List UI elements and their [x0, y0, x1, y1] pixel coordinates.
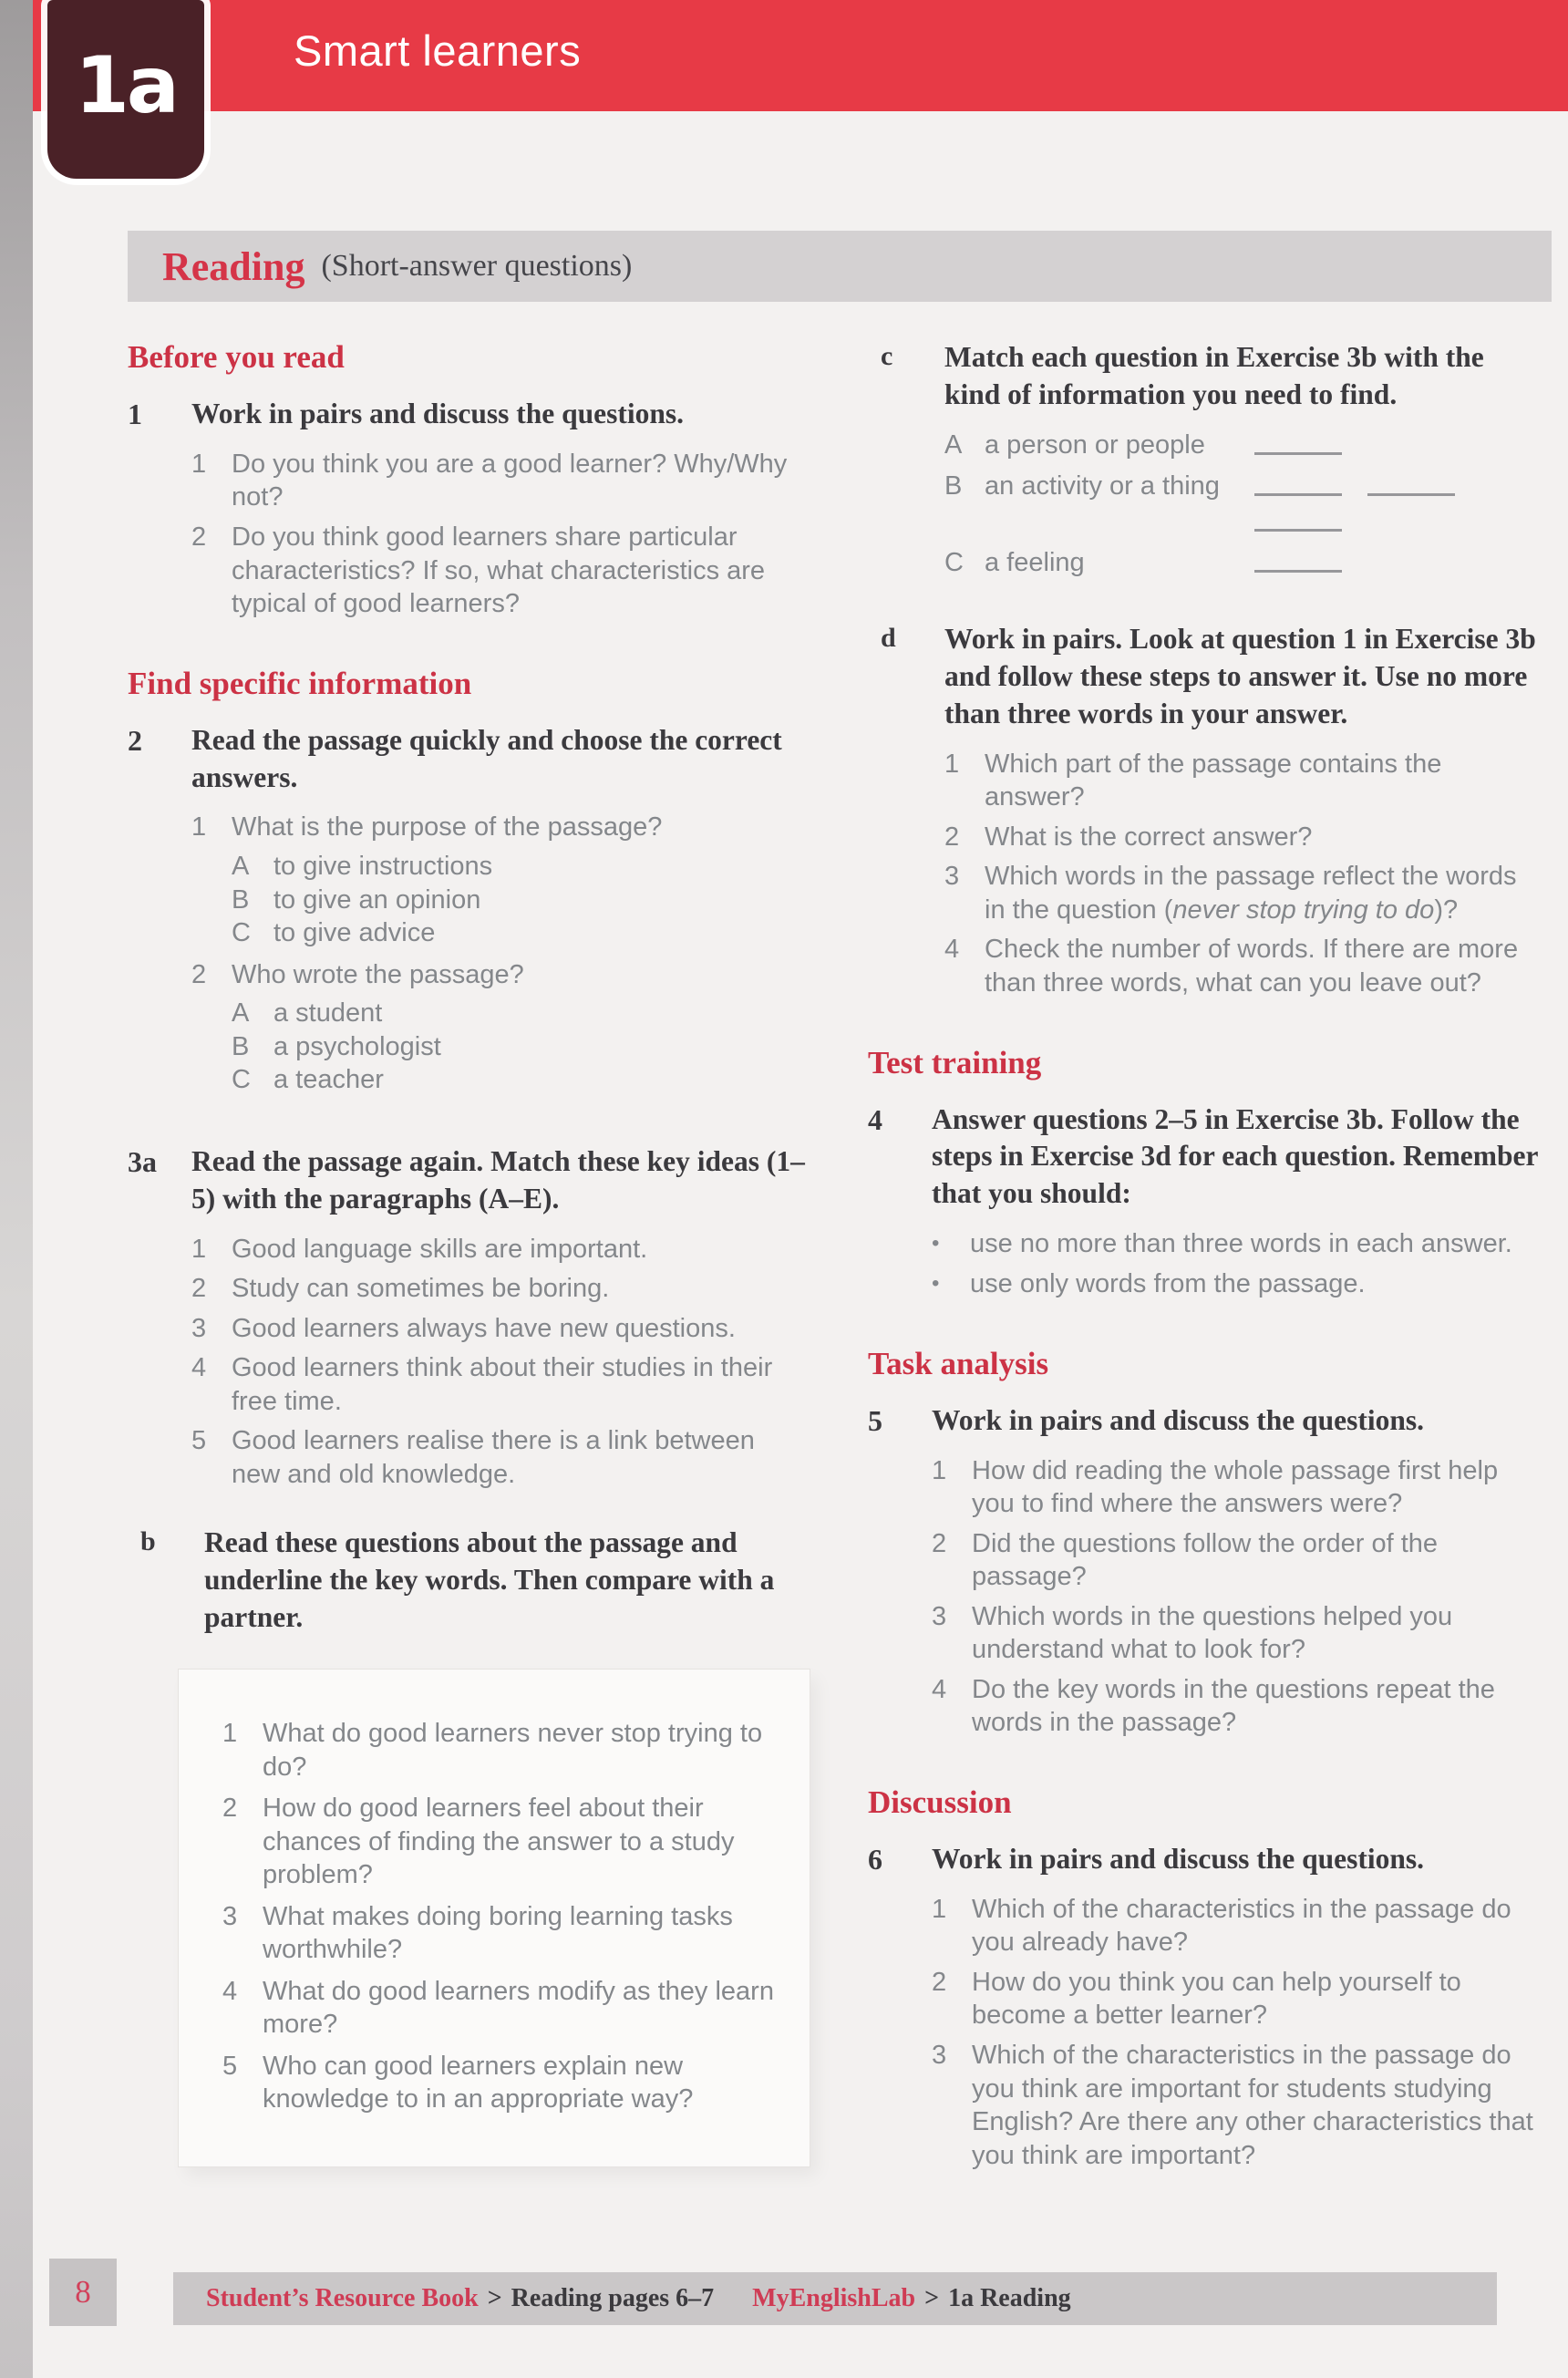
item-number: 2	[222, 1794, 238, 1824]
item-number: 4	[932, 1674, 947, 1704]
exercise-number: d	[881, 623, 896, 653]
exercise-instruction: Work in pairs. Look at question 1 in Exercise 3b and follow these steps to answer it. Use no more than three words in your answer.	[944, 623, 1536, 729]
question-text: What is the purpose of the passage?	[232, 812, 663, 843]
exercise-instruction: Work in pairs and discuss the questions.	[932, 1842, 1425, 1875]
exercise-3a	[128, 1143, 810, 1498]
right-column	[868, 339, 1542, 2217]
option-text: to give an opinion	[273, 884, 481, 915]
option-letter: A	[232, 998, 250, 1029]
resource-book-label: Student’s Resource Book	[206, 2284, 479, 2312]
item-number: 1	[932, 1455, 947, 1485]
list-item	[932, 1454, 1542, 1521]
list-item	[932, 1893, 1542, 1959]
box-question	[222, 1717, 779, 1784]
box-question	[222, 1792, 779, 1892]
bullet-item	[932, 1267, 1542, 1302]
answer-blank	[1254, 470, 1342, 496]
bullet-item	[932, 1227, 1542, 1262]
separator: >	[924, 2284, 940, 2312]
unit-title: Smart learners	[294, 26, 582, 75]
exercise-instruction: Work in pairs and discuss the questions.	[191, 398, 685, 429]
option-text: to give advice	[273, 918, 436, 948]
item-number: 1	[191, 1234, 207, 1264]
item-text: What do good learners never stop trying to do?	[263, 1719, 763, 1782]
row-letter: C	[944, 548, 964, 578]
bullet-icon: •	[932, 1271, 940, 1297]
option-item	[232, 1063, 810, 1097]
italic-phrase: never stop trying to do	[1172, 894, 1435, 925]
option-item	[232, 1030, 810, 1064]
step-item	[944, 821, 1542, 854]
answer-blank	[1254, 546, 1342, 573]
step-item	[944, 748, 1542, 814]
option-letter: C	[232, 1065, 251, 1095]
row-letter: A	[944, 429, 963, 460]
list-item	[932, 1527, 1542, 1594]
item-text: What is the correct answer?	[985, 822, 1313, 852]
item-number: 2	[944, 822, 960, 852]
myenglishlab-label: MyEnglishLab	[752, 2284, 916, 2312]
item-text: Which of the characteristics in the passage do you already have?	[972, 1894, 1511, 1958]
item-number: 4	[191, 1353, 207, 1383]
list-item	[191, 448, 810, 514]
step-item	[944, 933, 1542, 999]
exercise-number: 2	[128, 723, 142, 757]
exercise-number: b	[140, 1526, 156, 1557]
reading-section-bar	[128, 231, 1552, 302]
exercise-instruction: Match each question in Exercise 3b with the kind of information you need to find.	[944, 341, 1484, 410]
item-number: 2	[932, 1967, 947, 1997]
item-text: Did the questions follow the order of the passage?	[972, 1528, 1439, 1592]
item-text: Which words in the questions helped you understand what to look for?	[972, 1601, 1453, 1665]
list-item	[932, 1966, 1542, 2032]
list-item	[191, 1351, 810, 1418]
list-item	[191, 1312, 810, 1346]
question-item	[191, 958, 810, 1099]
exercise-number: 5	[868, 1403, 882, 1437]
list-item	[932, 1600, 1542, 1667]
resource-pages: Reading pages 6–7	[511, 2284, 715, 2312]
item-number: 1	[222, 1719, 238, 1749]
row-text: a person or people	[985, 429, 1205, 460]
exercise-6	[868, 1841, 1542, 2178]
item-number: 1	[944, 749, 960, 779]
item-number: 4	[944, 935, 960, 965]
unit-banner	[33, 0, 1568, 111]
item-text: Good language skills are important.	[232, 1234, 648, 1264]
item-number: 2	[191, 1274, 207, 1304]
exercise-number: 3a	[128, 1144, 157, 1178]
item-number: 2	[191, 522, 207, 552]
section-heading-discussion: Discussion	[868, 1784, 1012, 1820]
option-letter: B	[232, 1031, 250, 1061]
exercise-2	[128, 722, 810, 1105]
option-letter: B	[232, 884, 250, 915]
item-number: 5	[222, 2051, 238, 2081]
item-text: Which part of the passage contains the answer?	[985, 749, 1442, 812]
list-item	[191, 1233, 810, 1267]
match-row	[944, 546, 1542, 582]
item-text: Good learners realise there is a link between new and old knowledge.	[232, 1426, 755, 1489]
step-item	[944, 860, 1542, 926]
item-text: Which of the characteristics in the passage do you think are important for students studying English? Are there any other characteristics that you think are important?	[972, 2040, 1533, 2170]
exercise-instruction: Read these questions about the passage and underline the key words. Then compare with a partner.	[204, 1526, 775, 1634]
question-text: Who wrote the passage?	[232, 959, 524, 989]
row-letter: B	[944, 471, 963, 501]
option-text: a student	[273, 998, 383, 1029]
left-column	[128, 339, 810, 2166]
item-number: 1	[191, 812, 207, 843]
item-number: 2	[191, 959, 207, 989]
section-heading-before-you-read: Before you read	[128, 339, 345, 375]
exercise-instruction: Read the passage again. Match these key ideas (1–5) with the paragraphs (A–E).	[191, 1144, 805, 1215]
exercise-3b	[128, 1525, 810, 1637]
item-number: 3	[191, 1313, 207, 1343]
option-text: to give instructions	[273, 852, 493, 881]
item-text: Good learners think about their studies in their free time.	[232, 1353, 773, 1416]
match-row	[944, 429, 1542, 464]
list-item	[191, 521, 810, 621]
page-number: 8	[49, 2259, 117, 2326]
exercise-4	[868, 1101, 1542, 1308]
item-number: 5	[191, 1426, 207, 1456]
item-number: 2	[932, 1528, 947, 1558]
row-text: a feeling	[985, 548, 1085, 578]
item-number: 3	[932, 2040, 947, 2070]
match-row	[944, 470, 1542, 540]
scan-edge	[0, 0, 33, 2378]
item-number: 1	[932, 1894, 947, 1924]
item-text: Who can good learners explain new knowledge to in an appropriate way?	[263, 2051, 694, 2114]
item-text: Do you think you are a good learner? Why/Why not?	[232, 449, 788, 512]
exercise-instruction: Work in pairs and discuss the questions.	[932, 1403, 1425, 1436]
list-item	[191, 1272, 810, 1306]
item-text: How do you think you can help yourself to become a better learner?	[972, 1967, 1461, 2031]
list-item	[932, 1673, 1542, 1740]
exercise-3d	[868, 621, 1542, 1007]
option-item	[232, 884, 810, 917]
exercise-number: 6	[868, 1842, 882, 1876]
item-text: What makes doing boring learning tasks worthwhile?	[263, 1901, 733, 1965]
footer-reference-bar	[173, 2272, 1497, 2325]
item-text: Check the number of words. If there are more than three words, what can you leave out?	[985, 935, 1519, 998]
exercise-3c	[868, 339, 1542, 588]
bullet-icon: •	[932, 1231, 940, 1256]
list-item	[191, 1424, 810, 1491]
myenglishlab-reference: 1a Reading	[948, 2284, 1071, 2312]
box-question	[222, 2050, 779, 2116]
questions-box	[179, 1670, 810, 2166]
reading-subtitle: (Short-answer questions)	[321, 249, 633, 283]
exercise-instruction: Answer questions 2–5 in Exercise 3b. Follow the steps in Exercise 3d for each question. Remember that you should:	[932, 1102, 1538, 1210]
item-text: How do good learners feel about their chances of finding the answer to a study problem?	[263, 1794, 735, 1890]
question-item	[191, 811, 810, 951]
option-item	[232, 997, 810, 1030]
section-heading-test-training: Test training	[868, 1044, 1042, 1080]
section-heading-find-specific-information: Find specific information	[128, 665, 472, 701]
option-item	[232, 916, 810, 950]
section-heading-task-analysis: Task analysis	[868, 1345, 1049, 1381]
unit-badge-label: 1a	[75, 40, 177, 131]
answer-blank	[1254, 429, 1342, 455]
bullet-text: use no more than three words in each answer.	[970, 1229, 1512, 1259]
reading-title: Reading	[162, 243, 305, 289]
item-text: What do good learners modify as they learn more?	[263, 1976, 774, 2040]
answer-blank	[1254, 505, 1342, 532]
item-text: Study can sometimes be boring.	[232, 1274, 610, 1304]
unit-badge	[47, 0, 204, 179]
option-letter: A	[232, 852, 250, 881]
item-number: 3	[222, 1901, 238, 1931]
item-text: Good learners always have new questions.	[232, 1313, 736, 1343]
item-number: 4	[222, 1976, 238, 2006]
item-text: How did reading the whole passage first help you to find where the answers were?	[972, 1455, 1499, 1519]
exercise-number: c	[881, 341, 893, 371]
box-question	[222, 1975, 779, 2042]
answer-blank	[1367, 470, 1455, 496]
exercise-number: 4	[868, 1102, 882, 1136]
exercise-number: 1	[128, 398, 142, 430]
box-question	[222, 1900, 779, 1967]
row-text: an activity or a thing	[985, 471, 1220, 501]
option-item	[232, 850, 810, 884]
option-text: a teacher	[273, 1065, 384, 1095]
list-item	[932, 2039, 1542, 2172]
item-text: Do the key words in the questions repeat the words in the passage?	[972, 1674, 1495, 1738]
exercise-instruction: Read the passage quickly and choose the correct answers.	[191, 723, 782, 793]
exercise-1	[128, 396, 810, 627]
item-number: 1	[191, 449, 207, 479]
item-number: 3	[944, 862, 960, 892]
bullet-text: use only words from the passage.	[970, 1269, 1366, 1299]
option-text: a psychologist	[273, 1031, 441, 1061]
item-number: 3	[932, 1601, 947, 1631]
exercise-5	[868, 1402, 1542, 1746]
item-text: Which words in the passage reflect the words in the question (never stop trying to do)?	[985, 862, 1517, 925]
separator: >	[487, 2284, 502, 2312]
item-text: Do you think good learners share particular characteristics? If so, what characteristics are typical of good learners?	[232, 522, 766, 619]
option-letter: C	[232, 918, 251, 948]
